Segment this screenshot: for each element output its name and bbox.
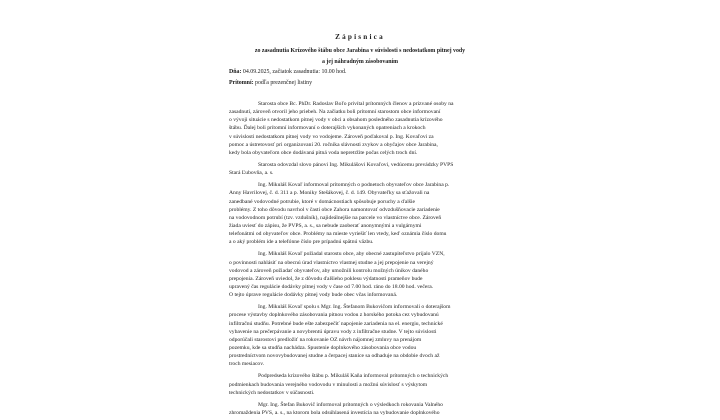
- text-line: Ing. Mikuláš Kovaľ spolu s Mgr. Ing. Štefanom Bukovičom informovali o doterajšom: [258, 304, 451, 311]
- text-line: troch mesiacov.: [229, 361, 265, 368]
- text-line: telefonátmi od obyvateľov obce. Problémy na mieste vyriešiť len vtedy, keď oznámia číslo domu: [229, 231, 447, 238]
- text-line: problémy. Z toho dôvodu navrhol v časti obce Zahora namontovať odvzdušňovacie zariadenie: [229, 206, 440, 213]
- date-label: Dňa:: [229, 69, 242, 75]
- text-line: Starosta obce Bc. PhDr. Radoslav Boľo privítal prítomných členov a prizvané osoby na: [258, 101, 454, 107]
- text-line: zhromaždenia PVS, a. s., na ktorom bola odsúhlasená investícia na vybudovanie doplnkového: [229, 409, 440, 416]
- date-value: 04.09.2025, začiatok zasadnutia: 10.00 hod.: [242, 69, 347, 75]
- text-line: upravený čas regulácie dodávky pitnej vody v čase od 7.00 hod. ráno do 18.00 hod. večera.: [229, 283, 434, 290]
- text-line: štábu. Ďalej boli prítomní informovaní o doterajších vykonaných opatreniach a krokoch: [229, 125, 426, 132]
- paragraph: [229, 372, 491, 396]
- text-line: žiada uviesť do zápisu, že PVPS, a. s., sa nebude zaoberať anonymnými a vulgárnymi: [229, 222, 422, 229]
- document-body: [229, 100, 491, 417]
- text-line: procese výstavby doplnkového zásobovania pitnou vodou z horského potoka cez vybudovanú: [229, 312, 439, 319]
- text-line: technických nedostatkov v súčasnosti.: [229, 389, 315, 396]
- text-line: o povinnosti nahlásiť na obecnú úrad vlastníctvo vlastnej studne a jej prepojenie na verejný: [229, 259, 434, 266]
- text-line: odporúčali starostovi predložiť na rokovanie OZ návrh nájomnej zmluvy na prenájom: [229, 336, 422, 343]
- text-line: o vývoji situácie s nedostatkom pitnej vody v obci a obsahom posledného zasadnutia krízového: [229, 117, 443, 124]
- text-line: zanedbané vodovodné potrubie, ktoré v domácnostiach spôsobuje poruchy a ďalšie: [229, 198, 415, 205]
- text-line: Podpredseda krízového štábu p. Mikuláš Kaňa informoval prítomných o technických: [258, 373, 449, 380]
- text-line: a o aký problém ide a telefónne číslo pre prípadnú spätnú väzbu.: [229, 239, 374, 246]
- text-line: Ing. Mikuláš Kovaľ informoval prítomných o podnetoch obyvateľov obce Jarabina p.: [258, 182, 450, 189]
- paragraph: [229, 161, 491, 177]
- attendees-value: podľa prezenčnej listiny: [255, 80, 313, 86]
- text-line: na vodovodnom potrubí (tzv. vzdušník), najideálnejšie na parcele vo vlastníctve obce. Zároveň: [229, 214, 442, 221]
- text-line: vybavenie na prečerpávanie a novybrentú úpravu vody z infiltračne studne. V tejto súvislosti: [229, 328, 437, 335]
- paragraph: [229, 181, 491, 246]
- text-line: Mgr. Ing. Štefan Bukovič informoval prítomných o výsledkoch rokovania Valného: [258, 401, 443, 408]
- text-line: kedy bola obyvateľom obce dodávaná pitná voda nepretržite počas celých troch dní.: [229, 149, 418, 156]
- text-line: zasadnutí, zároveň otvoril jeho priebeh. Na začiatku boli prítomní starostom obce informovaní: [229, 109, 441, 116]
- text-line: v súvislosti nedostatkom pitnej vody vo vodojeme. Zároveň poďakoval p. Ing. Kovaľovi za: [229, 133, 434, 140]
- text-line: prepojenia. Zároveň uviedol, že z dôvodu ďalšieho poklesu výdatnosti prameňov bude: [229, 275, 423, 282]
- document-title: Zápisnica: [335, 33, 385, 41]
- text-line: podmienkach budovania verejného vodovodu v minulosti a možnú súvislosť s výskytom: [229, 381, 428, 388]
- text-line: pomoc a ústretovosť pri organizovaní 20. ročníka slávnosti zvykov a obyčajov obce Jarabina,: [229, 141, 438, 148]
- text-line: Starosta odovzdal slovo pánovi Ing. Mikulášovi Kovaľovi, vedúcemu prevádzky PVPS: [258, 161, 454, 168]
- text-line: Stará Ľubovňa, a. s.: [229, 170, 274, 177]
- subtitle-line-1: zo zasadnutia Krízového štábu obce Jarabina v súvislosti s nedostatkom pitnej vody: [254, 48, 466, 54]
- attendees-label: Prítomní:: [229, 80, 254, 86]
- text-line: pozemku, kde sa studňa nachádza. Spustenie doplnkového zásobovania obce vodou: [229, 344, 417, 351]
- paragraph: [229, 303, 491, 368]
- text-line: Anny Havrilovej, č. d. 311 a p. Moniky Stešákovej, č. d. 149. Obyvateľky sa sťažovali na: [229, 190, 430, 197]
- meeting-date: [229, 68, 346, 77]
- text-line: infiltračnú studňu. Potrebné bude ešte zabezpečiť napojenie zariadenia na el. energiu, technické: [229, 320, 443, 327]
- paragraph: [229, 401, 491, 417]
- text-line: O tejto úprave regulácie dodávky pitnej vody bude obec včas informovaná.: [229, 292, 398, 299]
- subtitle-line-2: a jej náhradným zásobovaním: [321, 59, 399, 65]
- attendees: [229, 79, 312, 88]
- paragraph: [229, 100, 491, 157]
- text-line: vodovod a zároveň požiadať obyvateľov, aby umožnili kontrolu možných únikov daného: [229, 267, 429, 274]
- text-line: prostredníctvom novovybudovanej studne a čerpacej stanice sa odhaduje na obdobie dvoch až: [229, 353, 440, 360]
- text-line: Ing. Mikuláš Kovaľ požiadal starostu obce, aby obecné zastupiteľstvo prijalo VZN,: [258, 251, 445, 258]
- paragraph: [229, 250, 491, 299]
